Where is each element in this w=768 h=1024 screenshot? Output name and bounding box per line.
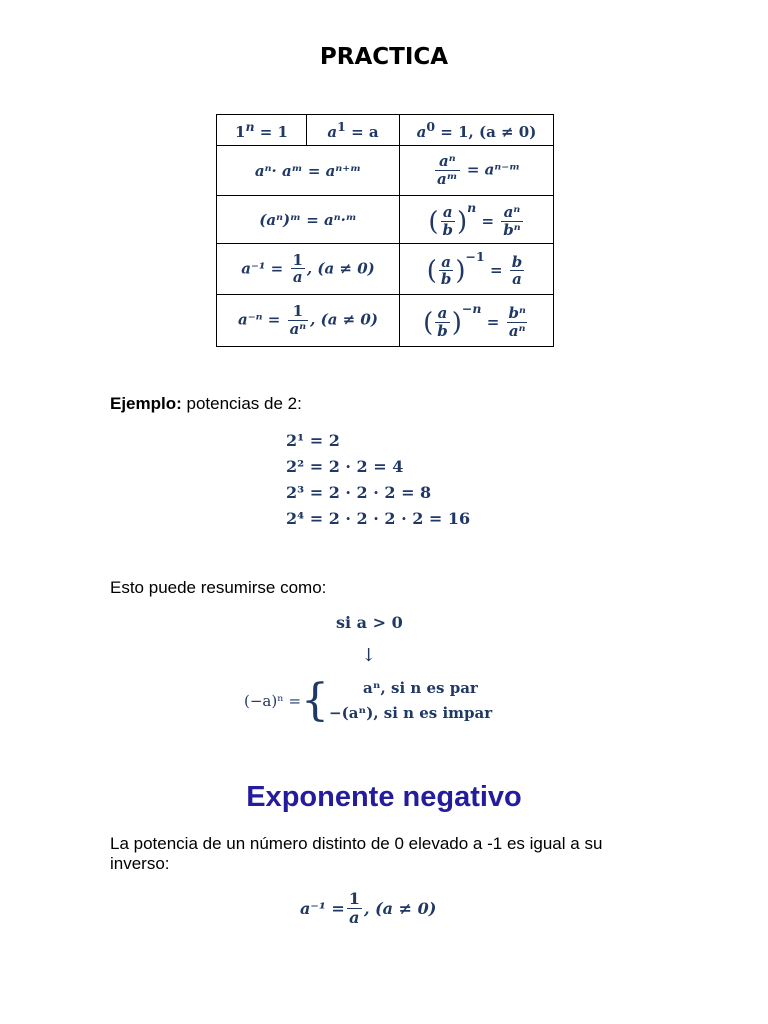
rule-cell: (aⁿ)ᵐ = aⁿ·ᵐ bbox=[217, 196, 400, 244]
rule-cell: aⁿ· aᵐ = aⁿ⁺ᵐ bbox=[217, 146, 400, 196]
table-row bbox=[217, 295, 554, 347]
table-row bbox=[217, 196, 554, 244]
table-row bbox=[217, 146, 554, 196]
exponent-rules-table bbox=[216, 114, 554, 347]
example-text: potencias de 2: bbox=[181, 394, 302, 413]
power-line: 2³ = 2 · 2 · 2 = 8 bbox=[286, 483, 432, 502]
piecewise-case: −(aⁿ), si n es impar bbox=[329, 704, 493, 722]
table-row bbox=[217, 244, 554, 295]
rule-cell: a⁻ⁿ = $\frac{1}{\text{aⁿ}}$ , (a ≠ 0) bbox=[217, 295, 400, 347]
rule-cell: a⁻¹ = $\frac{1}{a}$ , (a ≠ 0) bbox=[217, 244, 400, 295]
rule-cell: $\frac{\text{aⁿ}}{\text{aᵐ}}$ = aⁿ⁻ᵐ bbox=[400, 146, 554, 196]
piecewise-case: aⁿ, si n es par bbox=[363, 679, 478, 697]
powers-of-two bbox=[286, 428, 470, 532]
power-line: 2⁴ = 2 · 2 · 2 · 2 = 16 bbox=[286, 509, 471, 528]
rule-cell: ( $\frac{a}{b}$ )$^n$ = $\frac{\text{aⁿ}}{\text{bⁿ}}$ bbox=[400, 196, 554, 244]
formula-lhs: a⁻¹ = bbox=[300, 898, 345, 918]
formula-numerator: 1 bbox=[348, 889, 360, 908]
down-arrow-icon: ↓ bbox=[361, 645, 377, 666]
summary-condition: si a > 0 bbox=[336, 613, 403, 632]
rule-cell: $a^1 = a$ bbox=[307, 115, 400, 146]
power-line: 2¹ = 2 bbox=[286, 431, 340, 450]
brace-icon: { bbox=[301, 675, 330, 726]
example-label: Ejemplo: bbox=[110, 394, 182, 413]
rule-cell: $1^n = 1$ bbox=[217, 115, 307, 146]
summary-text: Esto puede resumirse como: bbox=[110, 578, 327, 597]
rule-cell: ( $\frac{a}{b}$ )$^{-1}$ = $\frac{b}{a}$ bbox=[400, 244, 554, 295]
section-heading: Exponente negativo bbox=[246, 781, 522, 813]
rule-cell: $a^0 = 1$, (a ≠ 0) bbox=[400, 115, 554, 146]
piecewise-lhs: (−a)ⁿ = bbox=[244, 692, 302, 710]
table-row bbox=[217, 115, 554, 146]
negative-paragraph: La potencia de un número distinto de 0 elevado a -1 es igual a su inverso: bbox=[110, 834, 603, 873]
rule-cell: ( $\frac{a}{b}$ )$^{-n}$ = $\frac{\text{bⁿ}}{\text{aⁿ}}$ bbox=[400, 295, 554, 347]
example-intro bbox=[110, 394, 302, 414]
piecewise-formula bbox=[244, 676, 492, 726]
formula-denominator: a bbox=[349, 907, 360, 927]
page-title: PRACTICA bbox=[319, 44, 449, 70]
power-line: 2² = 2 · 2 = 4 bbox=[286, 457, 404, 476]
formula-condition: , (a ≠ 0) bbox=[363, 898, 437, 918]
inverse-formula bbox=[300, 890, 436, 927]
